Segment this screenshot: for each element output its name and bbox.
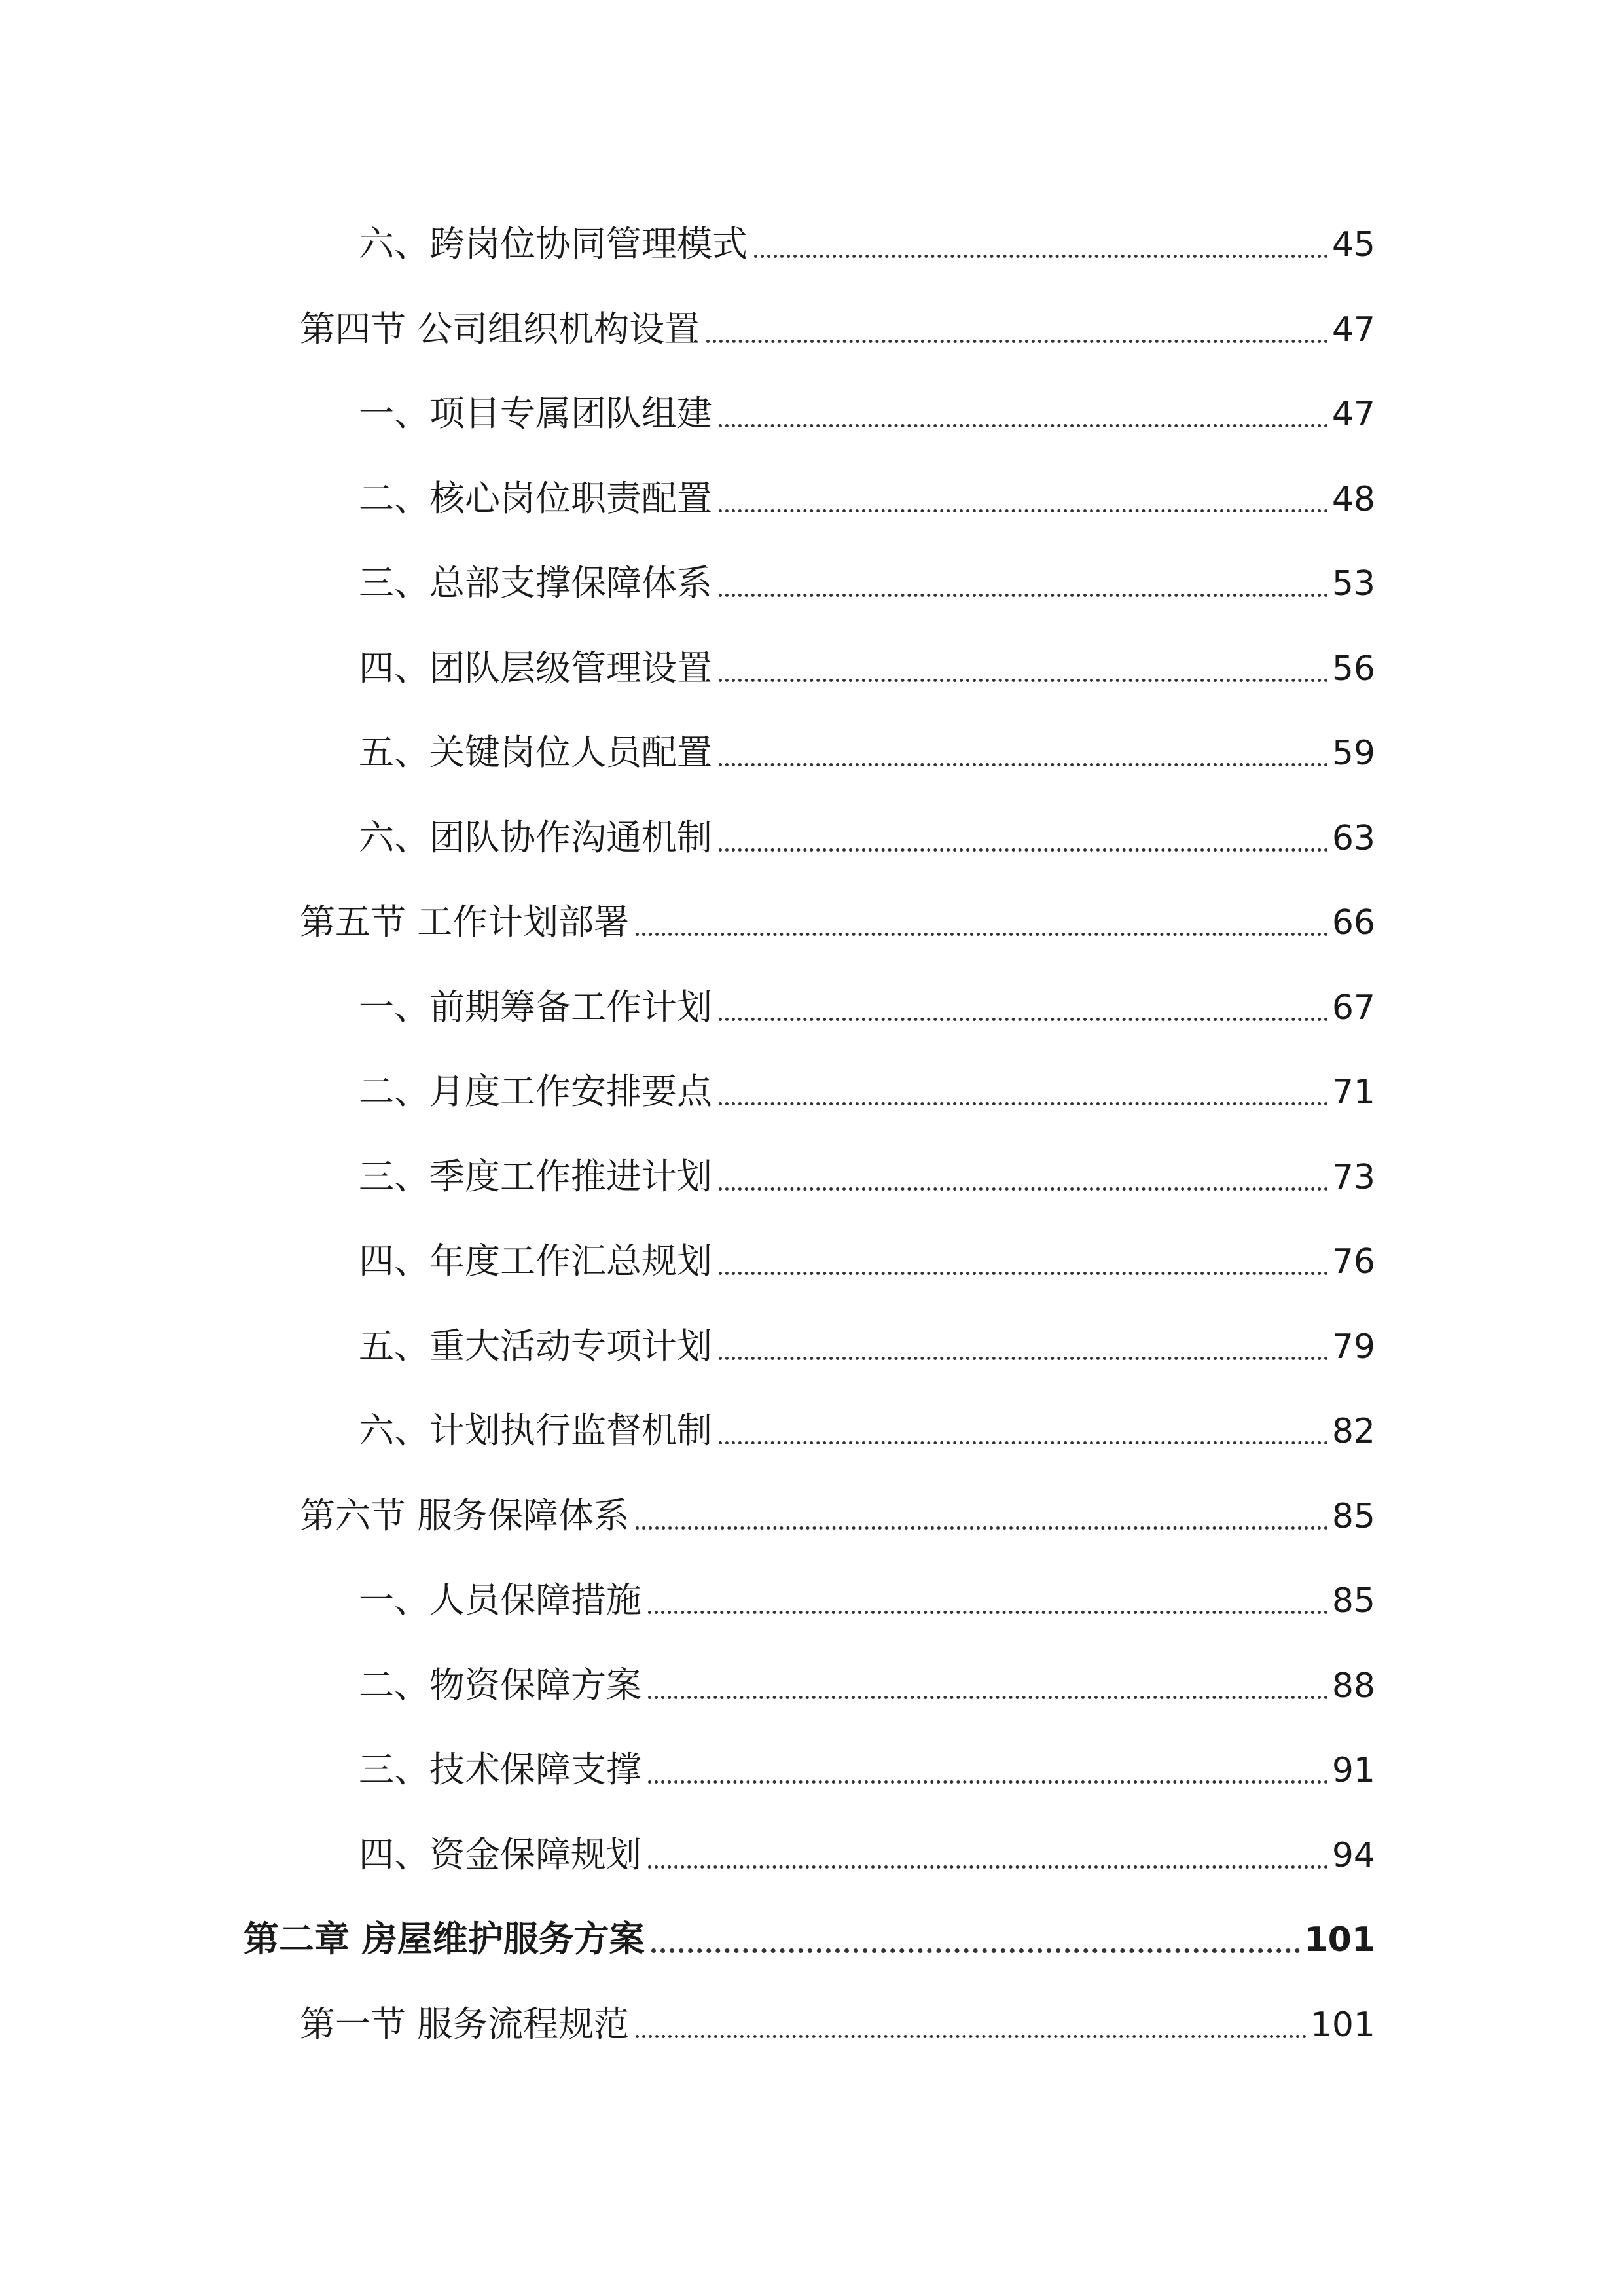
toc-entry[interactable]: [0, 1651, 1375, 1706]
toc-entry[interactable]: [0, 464, 1375, 519]
toc-entry-page: 101: [1310, 2005, 1375, 2045]
toc-entry-title: 第二章 房屋维护服务方案: [244, 1918, 645, 1960]
toc-entry-title: 五、关键岗位人员配置: [359, 732, 712, 773]
toc-entry-title: 四、团队层级管理设置: [359, 647, 712, 689]
toc-entry-title: 五、重大活动专项计划: [359, 1325, 712, 1367]
toc-entry-title: 二、物资保障方案: [359, 1664, 641, 1706]
toc-entry-page: 79: [1331, 1327, 1375, 1367]
dot-leader: [719, 424, 1328, 427]
toc-entry-page: 94: [1331, 1836, 1375, 1875]
toc-entry-page: 63: [1331, 819, 1375, 858]
toc-entry-title: 二、月度工作安排要点: [359, 1071, 712, 1112]
toc-entry-title: 二、核心岗位职责配置: [359, 478, 712, 519]
toc-entry-page: 67: [1331, 988, 1375, 1028]
toc-entry-title: 三、总部支撑保障体系: [359, 562, 712, 603]
toc-entry-title: 三、季度工作推进计划: [359, 1156, 712, 1197]
dot-leader: [636, 2035, 1307, 2038]
toc-entry-title: 四、资金保障规划: [359, 1834, 641, 1875]
toc-entry[interactable]: [0, 1481, 1375, 1534]
table-of-contents: [0, 209, 1624, 2108]
toc-entry-title: 六、团队协作沟通机制: [359, 817, 712, 858]
toc-entry-page: 45: [1331, 225, 1375, 264]
dot-leader: [719, 1357, 1328, 1360]
dot-leader: [719, 594, 1328, 597]
toc-entry-title: 第六节 服务保障体系: [300, 1495, 630, 1536]
dot-leader: [719, 679, 1328, 682]
toc-entry-page: 48: [1331, 480, 1375, 519]
toc-entry[interactable]: [0, 1057, 1375, 1112]
toc-entry-title: 一、前期筹备工作计划: [359, 986, 712, 1028]
toc-entry-page: 85: [1331, 1497, 1375, 1536]
dot-leader: [636, 1526, 1328, 1530]
toc-entry-page: 91: [1331, 1751, 1375, 1790]
toc-entry[interactable]: [0, 718, 1375, 773]
toc-entry-page: 76: [1331, 1242, 1375, 1282]
toc-entry-page: 59: [1331, 734, 1375, 773]
toc-entry-title: 六、跨岗位协同管理模式: [359, 223, 748, 264]
dot-leader: [648, 1611, 1328, 1614]
toc-entry[interactable]: [0, 973, 1375, 1028]
dot-leader: [706, 340, 1328, 343]
dot-leader: [719, 848, 1328, 852]
dot-leader: [719, 1018, 1328, 1021]
toc-entry-page: 73: [1331, 1158, 1375, 1197]
toc-entry-title: 六、计划执行监督机制: [359, 1410, 712, 1451]
toc-entry-title: 四、年度工作汇总规划: [359, 1240, 712, 1282]
toc-entry[interactable]: [0, 634, 1375, 689]
dot-leader: [636, 933, 1328, 936]
toc-entry-page: 71: [1331, 1073, 1375, 1112]
dot-leader: [719, 509, 1328, 512]
toc-entry[interactable]: [0, 548, 1375, 601]
toc-entry-title: 第一节 服务流程规范: [300, 2003, 630, 2045]
dot-leader: [754, 255, 1328, 258]
dot-leader: [719, 1102, 1328, 1105]
dot-leader: [719, 1272, 1328, 1275]
toc-entry-page: 101: [1304, 1920, 1375, 1960]
toc-entry[interactable]: [0, 1566, 1375, 1621]
dot-leader: [648, 1865, 1328, 1869]
toc-entry[interactable]: [0, 1312, 1375, 1367]
toc-entry-page: 47: [1331, 395, 1375, 434]
toc-entry-title: 三、技术保障支撑: [359, 1749, 641, 1790]
dot-leader: [651, 1948, 1301, 1953]
toc-entry[interactable]: [0, 888, 1375, 940]
toc-entry[interactable]: [0, 1990, 1375, 2045]
toc-entry[interactable]: [0, 295, 1375, 350]
toc-entry-page: 88: [1331, 1666, 1375, 1706]
toc-entry-page: 66: [1331, 903, 1375, 942]
toc-entry[interactable]: [0, 803, 1375, 858]
dot-leader: [719, 1187, 1328, 1191]
toc-entry[interactable]: [0, 1142, 1375, 1197]
toc-entry-title: 第五节 工作计划部署: [300, 901, 630, 942]
dot-leader: [648, 1780, 1328, 1784]
dot-leader: [719, 763, 1328, 766]
toc-entry[interactable]: [0, 1227, 1375, 1282]
toc-entry-chapter[interactable]: [0, 1905, 1375, 1960]
toc-entry-page: 85: [1331, 1581, 1375, 1621]
toc-entry[interactable]: [0, 1820, 1375, 1873]
toc-entry[interactable]: [0, 1735, 1375, 1790]
toc-entry-page: 53: [1331, 564, 1375, 603]
toc-entry[interactable]: [0, 1396, 1375, 1451]
toc-entry[interactable]: [0, 379, 1375, 434]
toc-entry[interactable]: [0, 209, 1375, 262]
toc-entry-page: 47: [1331, 310, 1375, 350]
toc-entry-title: 一、项目专属团队组建: [359, 393, 712, 434]
toc-entry-title: 第四节 公司组织机构设置: [300, 308, 700, 350]
dot-leader: [648, 1696, 1328, 1699]
toc-entry-page: 82: [1331, 1412, 1375, 1451]
toc-entry-page: 56: [1331, 649, 1375, 689]
dot-leader: [719, 1441, 1328, 1444]
toc-entry-title: 一、人员保障措施: [359, 1579, 641, 1621]
